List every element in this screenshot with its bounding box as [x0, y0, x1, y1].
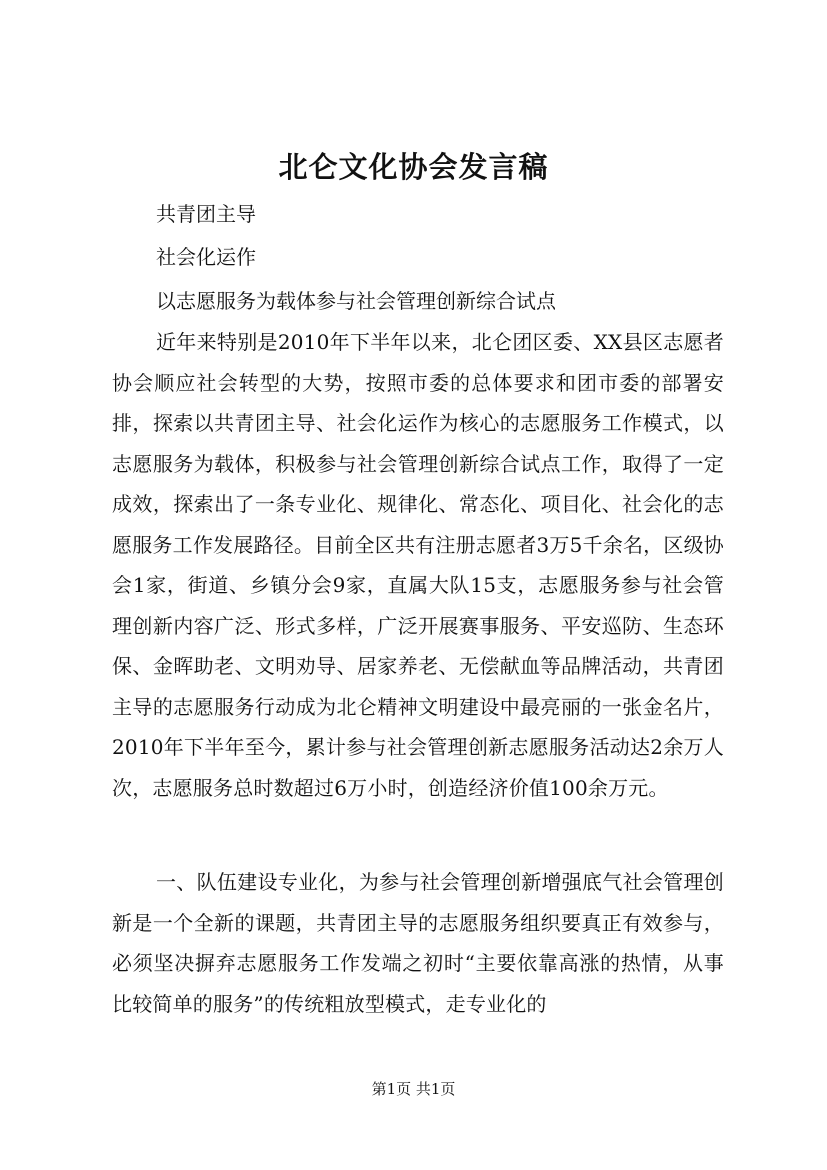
document-title: 北仑文化协会发言稿	[278, 150, 549, 184]
subtitle-line-1: 共青团主导	[156, 202, 256, 226]
body-paragraph-1: 近年来特别是2010年下半年以来，北仑团区委、XX县区志愿者协会顺应社会转型的大势，按照市委的总体要求和团市委的部署安排，探索以共青团主导、社会化运作为核心的志愿服务工作模式，以志愿服务为载体，积极参与社会管理创新综合试点工作，取得了一定成效，探索出了一条专业化、规律化、常态化、项目化、社会化的志愿服务工作发展路径。目前全区共有注册志愿者3万5千余名，区级协会1家，街道、乡镇分会9家，直属大队15支，志愿服务参与社会管理创新内容广泛、形式多样，广泛开展赛事服务、平安巡防、生态环保、金晖助老、文明劝导、居家养老、无偿献血等品牌活动，共青团主导的志愿服务行动成为北仑精神文明建设中最亮丽的一张金名片，2010年下半年至今，累计参与社会管理创新志愿服务活动达2余万人次，志愿服务总时数超过6万小时，创造经济价值100余万元。	[112, 330, 724, 800]
page-footer: 第1页 共1页	[371, 1080, 456, 1098]
body-paragraph-2: 一、队伍建设专业化，为参与社会管理创新增强底气社会管理创新是一个全新的课题，共青团主导的志愿服务组织要真正有效参与，必须坚决摒弃志愿服务工作发端之初时“主要依靠高涨的热情，从事比较简单的服务”的传统粗放型模式，走专业化的	[112, 870, 724, 1016]
subtitle-line-3: 以志愿服务为载体参与社会管理创新综合试点	[156, 289, 556, 313]
subtitle-line-2: 社会化运作	[156, 245, 256, 269]
